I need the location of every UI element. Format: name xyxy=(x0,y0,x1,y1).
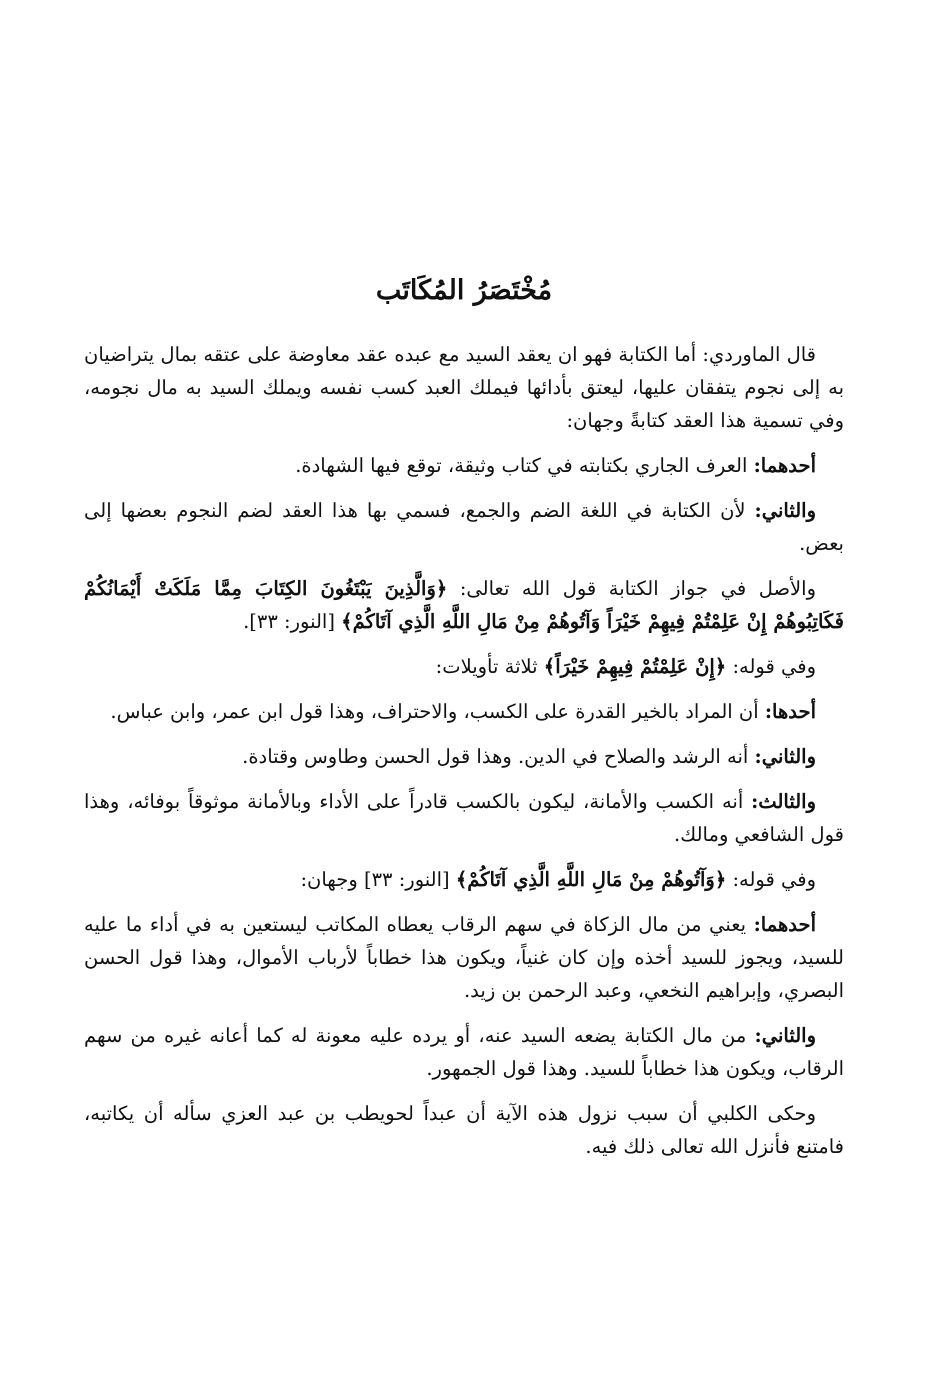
paragraph-interpretation-one xyxy=(84,695,844,728)
paragraph-text: يعني من مال الزكاة في سهم الرقاب يعطاه المكاتب ليستعين به في أداء ما عليه للسيد، ويجوز للسيد أخذه وإن كان غنياً، ويكون هذا خطاباً لأرباب الأموال، وهذا قول الحسن البصري، وإبراهيم النخعي، وعبد الرحمن بن زيد. xyxy=(84,912,844,1002)
paragraph-revelation-cause xyxy=(84,1097,844,1163)
paragraph-text: لأن الكتابة في اللغة الضم والجمع، فسمي بها هذا العقد لضم النجوم بعضها إلى بعض. xyxy=(84,498,844,555)
paragraph-giving-intro xyxy=(84,863,844,896)
paragraph-lead: والثاني: xyxy=(754,1023,816,1047)
paragraph-interpretation-two xyxy=(84,740,844,773)
paragraph-text: وفي قوله: xyxy=(726,867,816,891)
paragraph-text: أنه الكسب والأمانة، ليكون بالكسب قادراً على الأداء وبالأمانة موثوقاً بوفائه، وهذا قول الشافعي ومالك. xyxy=(84,789,844,846)
quran-verse: ﴿وَآتُوهُمْ مِنْ مَالِ اللَّهِ الَّذِي آتَاكُمْ﴾ xyxy=(455,867,727,891)
page-body xyxy=(84,272,844,1175)
paragraph-interpretation-three xyxy=(84,785,844,851)
paragraph-text: وفي قوله: xyxy=(726,654,816,678)
paragraph-lead: أحدها: xyxy=(764,699,816,723)
paragraph-origin-verse xyxy=(84,572,844,638)
paragraph-first-reason xyxy=(84,449,844,482)
paragraph-text: وحكى الكلبي أن سبب نزول هذه الآية أن عبداً لحويطب بن عبد العزي سأله أن يكاتبه، فامتنع فأنزل الله تعالى ذلك فيه. xyxy=(84,1101,844,1158)
paragraph-lead: والثاني: xyxy=(754,498,816,522)
paragraph-text: العرف الجاري بكتابته في كتاب وثيقة، توقع فيها الشهادة. xyxy=(295,453,754,477)
paragraph-text: والأصل في جواز الكتابة قول الله تعالى: xyxy=(447,576,817,600)
paragraph-interpretations-intro xyxy=(84,650,844,683)
paragraph-text: من مال الكتابة يضعه السيد عنه، أو يرده عليه معونة له كما أعانه غيره من سهم الرقاب، ويكون هذا خطاباً للسيد. وهذا قول الجمهور. xyxy=(84,1023,844,1080)
paragraph-tail: ثلاثة تأويلات: xyxy=(435,654,544,678)
paragraph-lead: والثالث: xyxy=(751,789,816,813)
paragraph-lead: والثاني: xyxy=(754,744,816,768)
paragraph-second-reason xyxy=(84,494,844,560)
verse-reference: [النور: ٣٣] وجهان: xyxy=(300,867,456,891)
paragraph-definition xyxy=(84,338,844,437)
quran-verse: ﴿إِنْ عَلِمْتُمْ فِيهِمْ خَيْرَاً﴾ xyxy=(543,654,727,678)
paragraph-text: أنه الرشد والصلاح في الدين. وهذا قول الحسن وطاوس وقتادة. xyxy=(242,744,755,768)
paragraph-lead: أحدهما: xyxy=(753,453,816,477)
verse-reference: [النور: ٣٣]. xyxy=(243,609,342,633)
paragraph-giving-two xyxy=(84,1019,844,1085)
chapter-title: مُخْتَصَرُ المُكَاتَب xyxy=(375,275,553,306)
paragraph-lead: أحدهما: xyxy=(753,912,816,936)
paragraph-giving-one xyxy=(84,908,844,1007)
paragraph-text: قال الماوردي: أما الكتابة فهو ان يعقد السيد مع عبده عقد معاوضة على عتقه بمال يتراضيان به إلى نجوم يتفقان عليها، ليعتق بأدائها فيملك العبد كسب نفسه ويملك السيد به مال نجومه، وفي تسمية هذا العقد كتابةً وجهان: xyxy=(84,342,844,432)
quran-verse: ﴿وَالَّذِينَ يَبْتَغُونَ الكِتَابَ مِمَّا مَلَكَتْ أَيْمَانُكُمْ فَكَاتِبُوهُمْ إِنْ عَلِمْتُمْ فِيهِمْ خَيْرَاً وَآتُوهُمْ مِنْ مَالِ اللَّهِ الَّذِي آتَاكُمْ﴾ xyxy=(84,576,844,633)
paragraph-text: أن المراد بالخير القدرة على الكسب، والاحتراف، وهذا قول ابن عمر، وابن عباس. xyxy=(110,699,765,723)
